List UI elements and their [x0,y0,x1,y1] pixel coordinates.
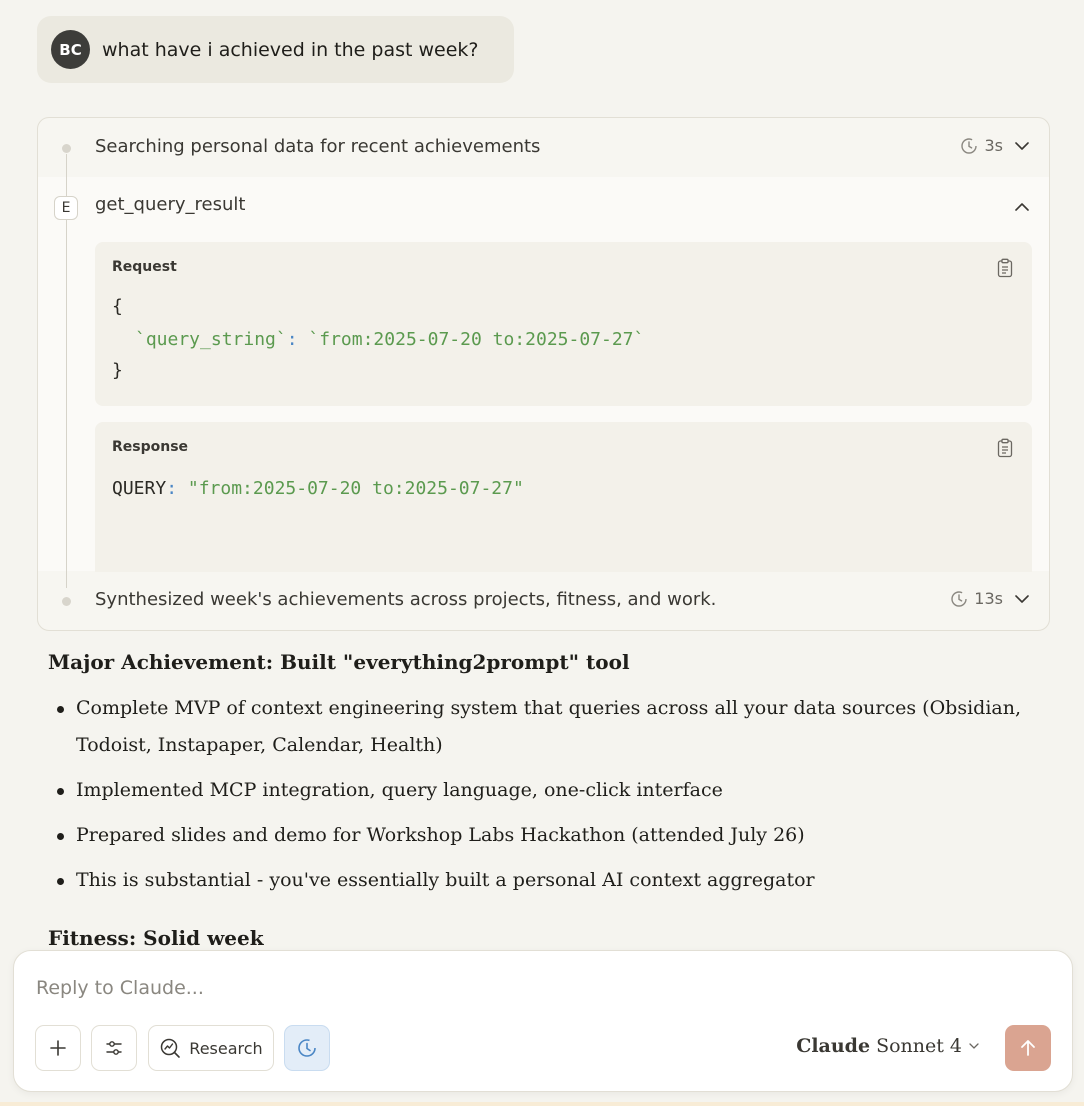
fitness-heading: Fitness: Solid week [48,926,264,950]
plus-icon [48,1038,68,1058]
response-card [95,422,1032,572]
chevron-down-icon[interactable] [1013,590,1031,608]
tool-name[interactable]: get_query_result [95,194,246,215]
response-heading: Major Achievement: Built "everything2prompt" tool [48,650,630,674]
step-synthesized[interactable] [38,587,1049,615]
model-selector[interactable] [796,1035,980,1057]
research-button[interactable] [148,1025,274,1071]
add-button[interactable] [35,1025,81,1071]
request-colon: : [286,329,298,350]
clipboard-icon[interactable] [996,438,1014,458]
sliders-icon [104,1038,124,1058]
avatar[interactable]: BC [51,30,90,69]
tool-badge: E [54,196,78,220]
request-line [135,329,644,350]
composer [13,950,1073,1092]
list-item: Complete MVP of context engineering system that queries across all your data sources (Obsidian, Todoist, Instapaper, Calendar, Health) [48,690,1048,764]
clock-icon [950,590,968,608]
chevron-down-icon[interactable] [1013,137,1031,155]
clipboard-icon[interactable] [996,258,1014,278]
step-duration: 13s [974,589,1003,608]
response-label: Response [112,439,189,455]
response-key: QUERY [112,478,167,499]
request-close-brace: } [112,360,123,381]
clock-icon [960,137,978,155]
request-value: `from:2025-07-20 to:2025-07-27` [308,329,645,350]
extended-thinking-button[interactable] [284,1025,330,1071]
step-searching[interactable] [38,134,1049,162]
step-meta [960,136,1031,155]
send-button[interactable] [1005,1025,1051,1071]
response-colon: : [166,478,178,499]
chevron-down-icon [968,1040,980,1052]
tool-use-panel [37,117,1050,631]
list-item: Prepared slides and demo for Workshop Labs Hackathon (attended July 26) [48,817,1048,854]
request-card [95,242,1032,406]
research-icon [159,1037,181,1059]
chevron-up-icon[interactable] [1013,198,1031,216]
research-label: Research [189,1038,263,1058]
achievement-list [48,690,1048,899]
model-brand: Claude [796,1035,871,1057]
bottom-strip [0,1102,1084,1106]
request-label: Request [112,259,177,275]
user-message [37,16,514,83]
step-dot [62,144,71,153]
user-message-text: what have i achieved in the past week? [102,38,479,61]
step-dot [62,597,71,606]
request-key: `query_string` [135,329,287,350]
request-open-brace: { [112,296,123,317]
list-item: Implemented MCP integration, query language, one-click interface [48,772,1048,809]
step-label: Searching personal data for recent achievements [95,136,541,157]
clock-icon [296,1037,318,1059]
response-value: "from:2025-07-20 to:2025-07-27" [187,478,524,499]
response-line [112,478,524,499]
step-meta [950,589,1031,608]
step-label: Synthesized week's achievements across projects, fitness, and work. [95,589,717,610]
reply-input[interactable] [36,971,936,1005]
assistant-response [48,650,1048,907]
arrow-up-icon [1018,1038,1038,1058]
tools-button[interactable] [91,1025,137,1071]
step-duration: 3s [984,136,1003,155]
list-item: This is substantial - you've essentially built a personal AI context aggregator [48,862,1048,899]
model-name: Sonnet 4 [876,1035,962,1057]
